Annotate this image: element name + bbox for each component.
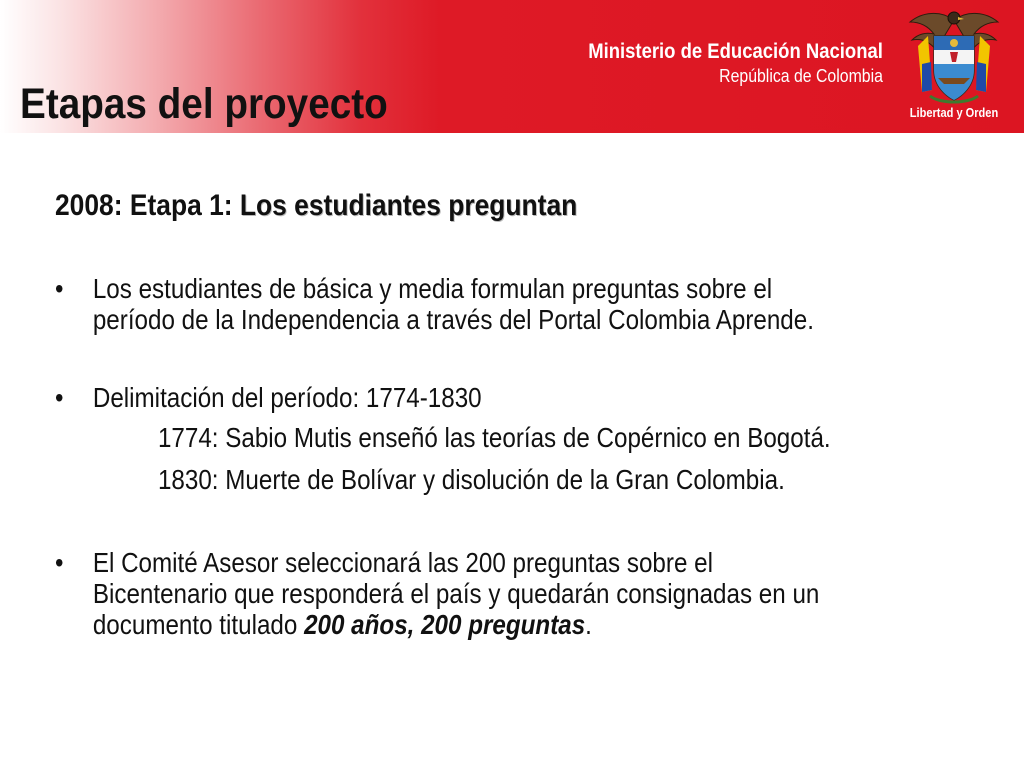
document-title: 200 años, 200 preguntas (304, 609, 586, 640)
bullet-item (55, 382, 882, 413)
slide-title: Etapas del proyecto (20, 80, 388, 128)
bullet-text: . (585, 609, 592, 640)
bullet-icon: • (55, 273, 64, 304)
ministry-country: República de Colombia (719, 66, 883, 86)
slide-content (55, 183, 882, 687)
ministry-name: Ministerio de Educación Nacional (588, 40, 883, 63)
crest-motto: Libertad y Orden (909, 105, 999, 120)
sub-item: 1774: Sabio Mutis enseñó las teorías de Copérnico en Bogotá. (157, 422, 831, 453)
sub-items (55, 417, 882, 501)
bullet-line: El Comité Asesor seleccionará las 200 preguntas sobre el (92, 547, 713, 578)
sub-item: 1830: Muerte de Bolívar y disolución de la Gran Colombia. (157, 464, 785, 495)
stage-heading (55, 183, 882, 229)
bullet-item (55, 547, 882, 640)
bullet-text: documento titulado (92, 609, 305, 640)
stage-prefix: 2008: Etapa 1: (55, 189, 240, 222)
bullet-line: período de la Independencia a través del Portal Colombia Aprende. (92, 304, 814, 335)
bullet-icon: • (55, 547, 64, 578)
bullet-line (93, 609, 882, 640)
bullet-line: Bicentenario que responderá el país y quedarán consignadas en un (92, 578, 820, 609)
bullet-line: Delimitación del período: 1774-1830 (92, 382, 482, 413)
ministry-block (588, 40, 883, 88)
stage-name: Los estudiantes preguntan (239, 189, 578, 222)
bullet-item (55, 273, 882, 335)
bullet-icon: • (55, 382, 64, 413)
bullet-line: Los estudiantes de básica y media formulan preguntas sobre el (92, 273, 773, 304)
